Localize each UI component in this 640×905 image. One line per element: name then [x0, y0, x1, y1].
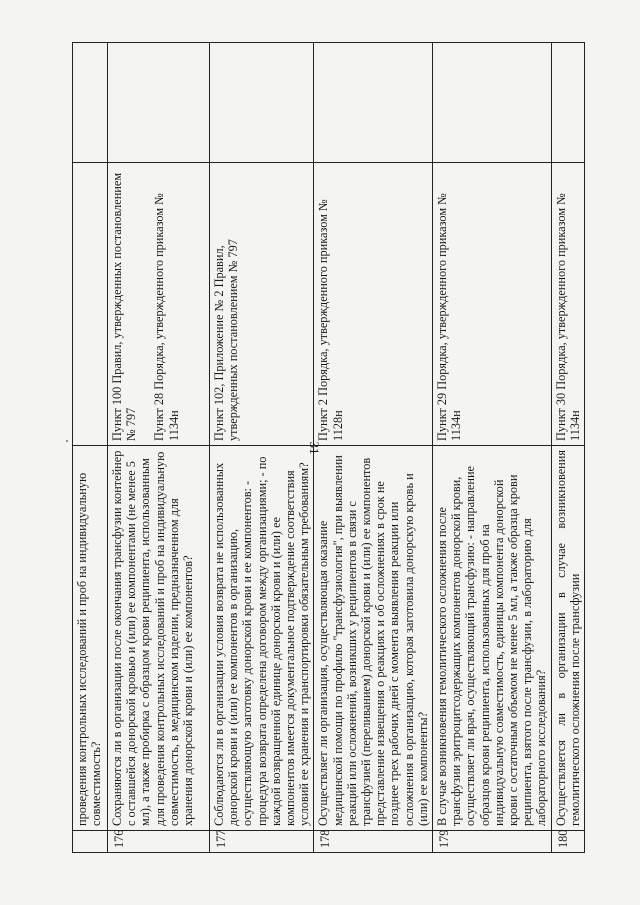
row-question: Осуществляет ли организация, осуществляющая оказание медицинской помощи по профилю "трансфузиология", при выявлении реакций или осложнений, возникших у реципиентов в связи с трансфузией (переливанием) донорской крови и (или) ее компонентов представление извещения о реакциях и об осложнениях в срок не позднее трех рабочих дней с момента выявления реакции или осложнения в организацию, которая заготовила донорскую кровь и (или) ее компоненты? [314, 446, 433, 831]
requirements-table [72, 42, 585, 853]
row-note [108, 43, 210, 163]
row-note [314, 43, 433, 163]
row-note [210, 43, 314, 163]
row-reference [433, 163, 552, 446]
reference-line: Пункт 28 Порядка, утвержденного приказом № 1134н [152, 193, 181, 441]
row-reference [551, 163, 584, 446]
row-reference [108, 163, 210, 446]
row-number: 178 [314, 831, 433, 853]
reference-line: Пункт 102, Приложение № 2 Правил, утвержденных постановлением № 797 [212, 239, 241, 441]
row-number: 180 [551, 831, 584, 853]
table-row [210, 43, 314, 853]
row-reference [73, 163, 108, 446]
row-number [73, 831, 108, 853]
row-question: Соблюдаются ли в организации условия возврата не использованных донорской крови и (или) ее компонентов в организацию, осуществляющую заготовку донорской крови и ее компонентов: - процедура возврата определена договором между организациями; - по каждой возвращенной единице донорской крови и (или) ее компонентов имеется документальное подтверждение соответствия условий ее хранения и транспортировки обязательным требованиям? [210, 446, 314, 831]
reference-line: Пункт 29 Порядка, утвержденного приказом № 1134н [435, 193, 464, 441]
row-number: 179 [433, 831, 552, 853]
row-question: Сохраняются ли в организации после окончания трансфузии контейнер с оставшейся донорской кровью и (или) ее компонентами (не менее 5 мл), а также пробирка с образцом крови реципиента, использованным для проведения контрольных исследований и проб на индивидуальную совместимость, в медицинском изделии, предназначенном для хранения донорской крови и (или) ее компонентов? [108, 446, 210, 831]
row-question: Осуществляется ли в организации в случае возникновения гемолитического осложнения после трансфузии [551, 446, 584, 831]
row-number: 176 [108, 831, 210, 853]
page-number: 31 [307, 441, 322, 455]
rotated-table-container [72, 43, 582, 853]
row-question: В случае возникновения гемолитического осложнения после трансфузии эритроцитсодержащих компонентов донорской крови, осуществляет ли врач, осуществляющий трансфузию: - направление образцов крови реципиента, использованных для проб на индивидуальную совместимость, единицы компонента донорской крови с остаточным объемом не менее 5 мл, а также образца крови реципиента, взятого после трансфузии, в лабораторию для лабораторного исследования? [433, 446, 552, 831]
row-number: 177 [210, 831, 314, 853]
table-row [433, 43, 552, 853]
scan-speck [66, 440, 68, 442]
table-row [73, 43, 108, 853]
reference-line: Пункт 100 Правил, утвержденных постановлением № 797 [110, 172, 139, 441]
row-reference [210, 163, 314, 446]
row-note [73, 43, 108, 163]
row-note [551, 43, 584, 163]
reference-line: Пункт 2 Порядка, утвержденного приказом № 1128н [316, 199, 345, 441]
reference-line: Пункт 30 Порядка, утвержденного приказом № 1134н [553, 193, 582, 441]
row-reference [314, 163, 433, 446]
row-note [433, 43, 552, 163]
row-question: проведения контрольных исследований и проб на индивидуальную совместимость? [73, 446, 108, 831]
table-row [108, 43, 210, 853]
table-row [551, 43, 584, 853]
table-row [314, 43, 433, 853]
